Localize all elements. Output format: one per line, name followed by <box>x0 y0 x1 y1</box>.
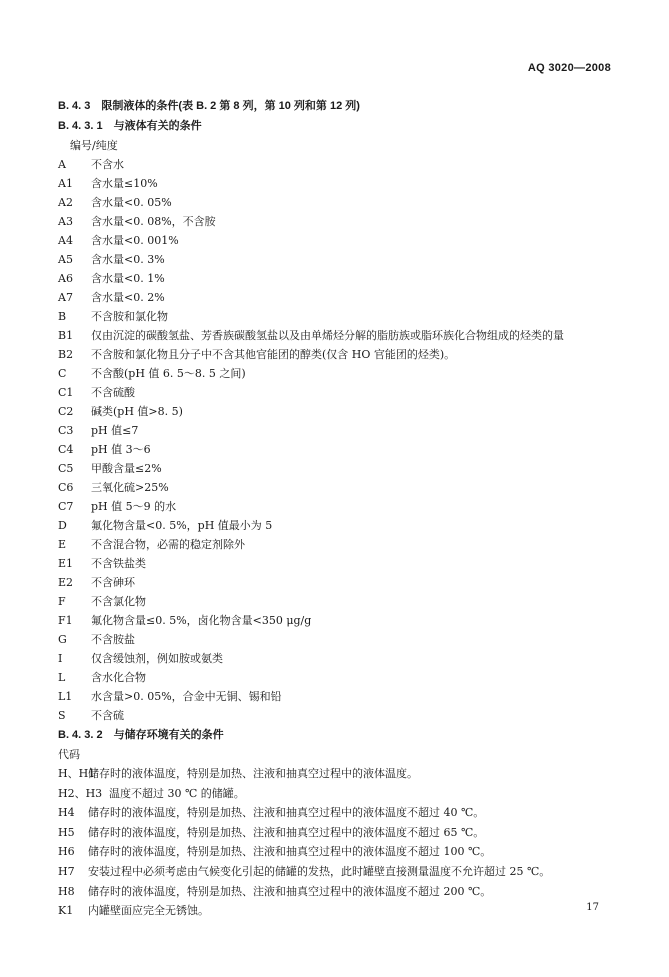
list-item <box>58 687 618 706</box>
list-item <box>58 573 618 592</box>
list-item <box>58 823 618 843</box>
page-content <box>58 96 618 921</box>
item-code: H2、H3 <box>58 786 103 800</box>
list-item <box>58 288 618 307</box>
item-text: 不含胺和氯化物且分子中不含其他官能团的醇类(仅含 HO 官能团的烃类)。 <box>91 348 456 361</box>
item-code: C4 <box>58 443 74 456</box>
item-code: A2 <box>58 196 73 209</box>
list-item <box>58 901 618 921</box>
list-item <box>58 554 618 573</box>
item-code: A5 <box>58 253 73 266</box>
item-code: C2 <box>58 405 74 418</box>
item-text: 氟化物含量≤0. 5%，卤化物含量<350 μg/g <box>91 614 312 627</box>
item-text: 三氧化硫>25% <box>91 481 169 494</box>
list-item <box>58 193 618 212</box>
item-text: 安装过程中必须考虑由气候变化引起的储罐的发热，此时罐壁直接测量温度不允许超过 25 ℃。 <box>88 864 551 878</box>
list-item <box>58 364 618 383</box>
item-code: S <box>58 709 66 722</box>
item-text: 储存时的液体温度，特别是加热、注液和抽真空过程中的液体温度不超过 65 ℃。 <box>88 825 485 839</box>
page-number: 17 <box>586 902 599 913</box>
item-code: B <box>58 310 67 323</box>
item-code: H7 <box>58 864 75 878</box>
list-item <box>58 611 618 630</box>
list-item <box>58 478 618 497</box>
list-item <box>58 231 618 250</box>
item-code: C7 <box>58 500 74 513</box>
item-text: 不含混合物，必需的稳定剂除外 <box>91 538 245 551</box>
list-item <box>58 421 618 440</box>
item-code: A <box>58 158 66 171</box>
item-text: 含水量<0. 001% <box>91 234 179 247</box>
item-text: 内罐壁面应完全无锈蚀。 <box>88 904 209 918</box>
item-code: C3 <box>58 424 74 437</box>
list-item <box>58 174 618 193</box>
list-item <box>58 649 618 668</box>
item-text: 不含胺和氯化物 <box>91 310 168 323</box>
list-item <box>58 842 618 862</box>
list-item <box>58 497 618 516</box>
item-code: E <box>58 538 67 551</box>
list-item <box>58 803 618 823</box>
item-code: A3 <box>58 215 73 228</box>
list-item <box>58 326 618 345</box>
list-item <box>58 440 618 459</box>
item-text: 不含砷环 <box>91 576 135 589</box>
item-text: 含水量<0. 2% <box>91 291 165 304</box>
item-code: I <box>58 652 63 665</box>
item-text: pH 值 5～9 的水 <box>91 500 177 513</box>
item-text: 储存时的液体温度，特别是加热、注液和抽真空过程中的液体温度。 <box>88 767 418 780</box>
list-item <box>58 250 618 269</box>
list-item <box>58 269 618 288</box>
item-text: 含水量<0. 05% <box>91 196 172 209</box>
item-code: H6 <box>58 845 75 859</box>
item-code: E1 <box>58 557 74 570</box>
item-text: pH 值≤7 <box>91 424 139 437</box>
storage-conditions-list <box>58 764 618 921</box>
item-code: A1 <box>58 177 73 190</box>
item-code: F1 <box>58 614 73 627</box>
item-text: 温度不超过 30 ℃ 的储罐。 <box>109 786 245 800</box>
item-code: H4 <box>58 806 75 820</box>
list-item <box>58 155 618 174</box>
item-code: C5 <box>58 462 74 475</box>
document-code: AQ 3020—2008 <box>527 62 611 74</box>
list-item <box>58 402 618 421</box>
item-code: H、H1 <box>58 767 96 780</box>
item-text: 储存时的液体温度，特别是加热、注液和抽真空过程中的液体温度不超过 40 ℃。 <box>88 806 485 820</box>
list-item <box>58 592 618 611</box>
item-text: 不含铁盐类 <box>91 557 146 570</box>
item-text: 不含硫 <box>91 709 124 722</box>
list-item <box>58 882 618 902</box>
item-code: A4 <box>58 234 73 247</box>
section-b432-title: B. 4. 3. 2 与储存环境有关的条件 <box>58 729 224 741</box>
item-code: G <box>58 633 67 646</box>
item-code: F <box>58 595 66 608</box>
item-code: A6 <box>58 272 73 285</box>
list-item <box>58 383 618 402</box>
item-text: 仅由沉淀的碳酸氢盐、芳香族碳酸氢盐以及由单烯烃分解的脂肪族或脂环族化合物组成的烃类的量 <box>91 329 564 342</box>
list-item <box>58 784 618 804</box>
item-code: H5 <box>58 825 75 839</box>
list-item <box>58 516 618 535</box>
item-text: 含水量≤10% <box>91 177 158 190</box>
item-code: C <box>58 367 67 380</box>
item-code: B1 <box>58 329 74 342</box>
item-text: 氟化物含量<0. 5%，pH 值最小为 5 <box>91 519 273 532</box>
section-b431-title: B. 4. 3. 1 与液体有关的条件 <box>58 120 202 132</box>
item-code: L <box>58 671 66 684</box>
list-item <box>58 764 618 784</box>
list-item <box>58 307 618 326</box>
list-item <box>58 706 618 725</box>
item-code: H8 <box>58 884 75 898</box>
list-item <box>58 345 618 364</box>
list-item <box>58 668 618 687</box>
item-text: 不含硫酸 <box>91 386 135 399</box>
item-code: B2 <box>58 348 74 361</box>
list-item <box>58 862 618 882</box>
item-code: L1 <box>58 690 73 703</box>
item-text: 甲酸含量≤2% <box>91 462 162 475</box>
item-code: C6 <box>58 481 74 494</box>
item-text: 不含胺盐 <box>91 633 135 646</box>
item-text: 含水量<0. 3% <box>91 253 165 266</box>
item-text: pH 值 3～6 <box>91 443 151 456</box>
item-text: 含水量<0. 08%，不含胺 <box>91 215 216 228</box>
item-text: 储存时的液体温度，特别是加热、注液和抽真空过程中的液体温度不超过 200 ℃。 <box>88 884 492 898</box>
item-code: A7 <box>58 291 73 304</box>
list-item <box>58 212 618 231</box>
list-item <box>58 459 618 478</box>
item-text: 不含水 <box>91 158 124 171</box>
section-b43-title: B. 4. 3 限制液体的条件(表 B. 2 第 8 列，第 10 列和第 12 列) <box>58 100 360 112</box>
item-text: 不含氯化物 <box>91 595 146 608</box>
item-code: C1 <box>58 386 74 399</box>
liquid-conditions-list <box>58 155 618 725</box>
item-code: K1 <box>58 904 74 918</box>
list-item <box>58 630 618 649</box>
column-label-code: 代码 <box>58 748 80 761</box>
list-item <box>58 535 618 554</box>
item-text: 仅含缓蚀剂，例如胺或氨类 <box>91 652 223 665</box>
item-text: 碱类(pH 值>8. 5) <box>91 405 183 418</box>
item-code: E2 <box>58 576 74 589</box>
item-text: 含水化合物 <box>91 671 146 684</box>
item-text: 含水量<0. 1% <box>91 272 165 285</box>
column-label-number-purity: 编号/纯度 <box>70 139 118 152</box>
item-text: 储存时的液体温度，特别是加热、注液和抽真空过程中的液体温度不超过 100 ℃。 <box>88 845 492 859</box>
item-text: 水含量>0. 05%，合金中无铜、锡和铅 <box>91 690 282 703</box>
item-code: D <box>58 519 67 532</box>
item-text: 不含酸(pH 值 6. 5～8. 5 之间) <box>91 367 246 380</box>
